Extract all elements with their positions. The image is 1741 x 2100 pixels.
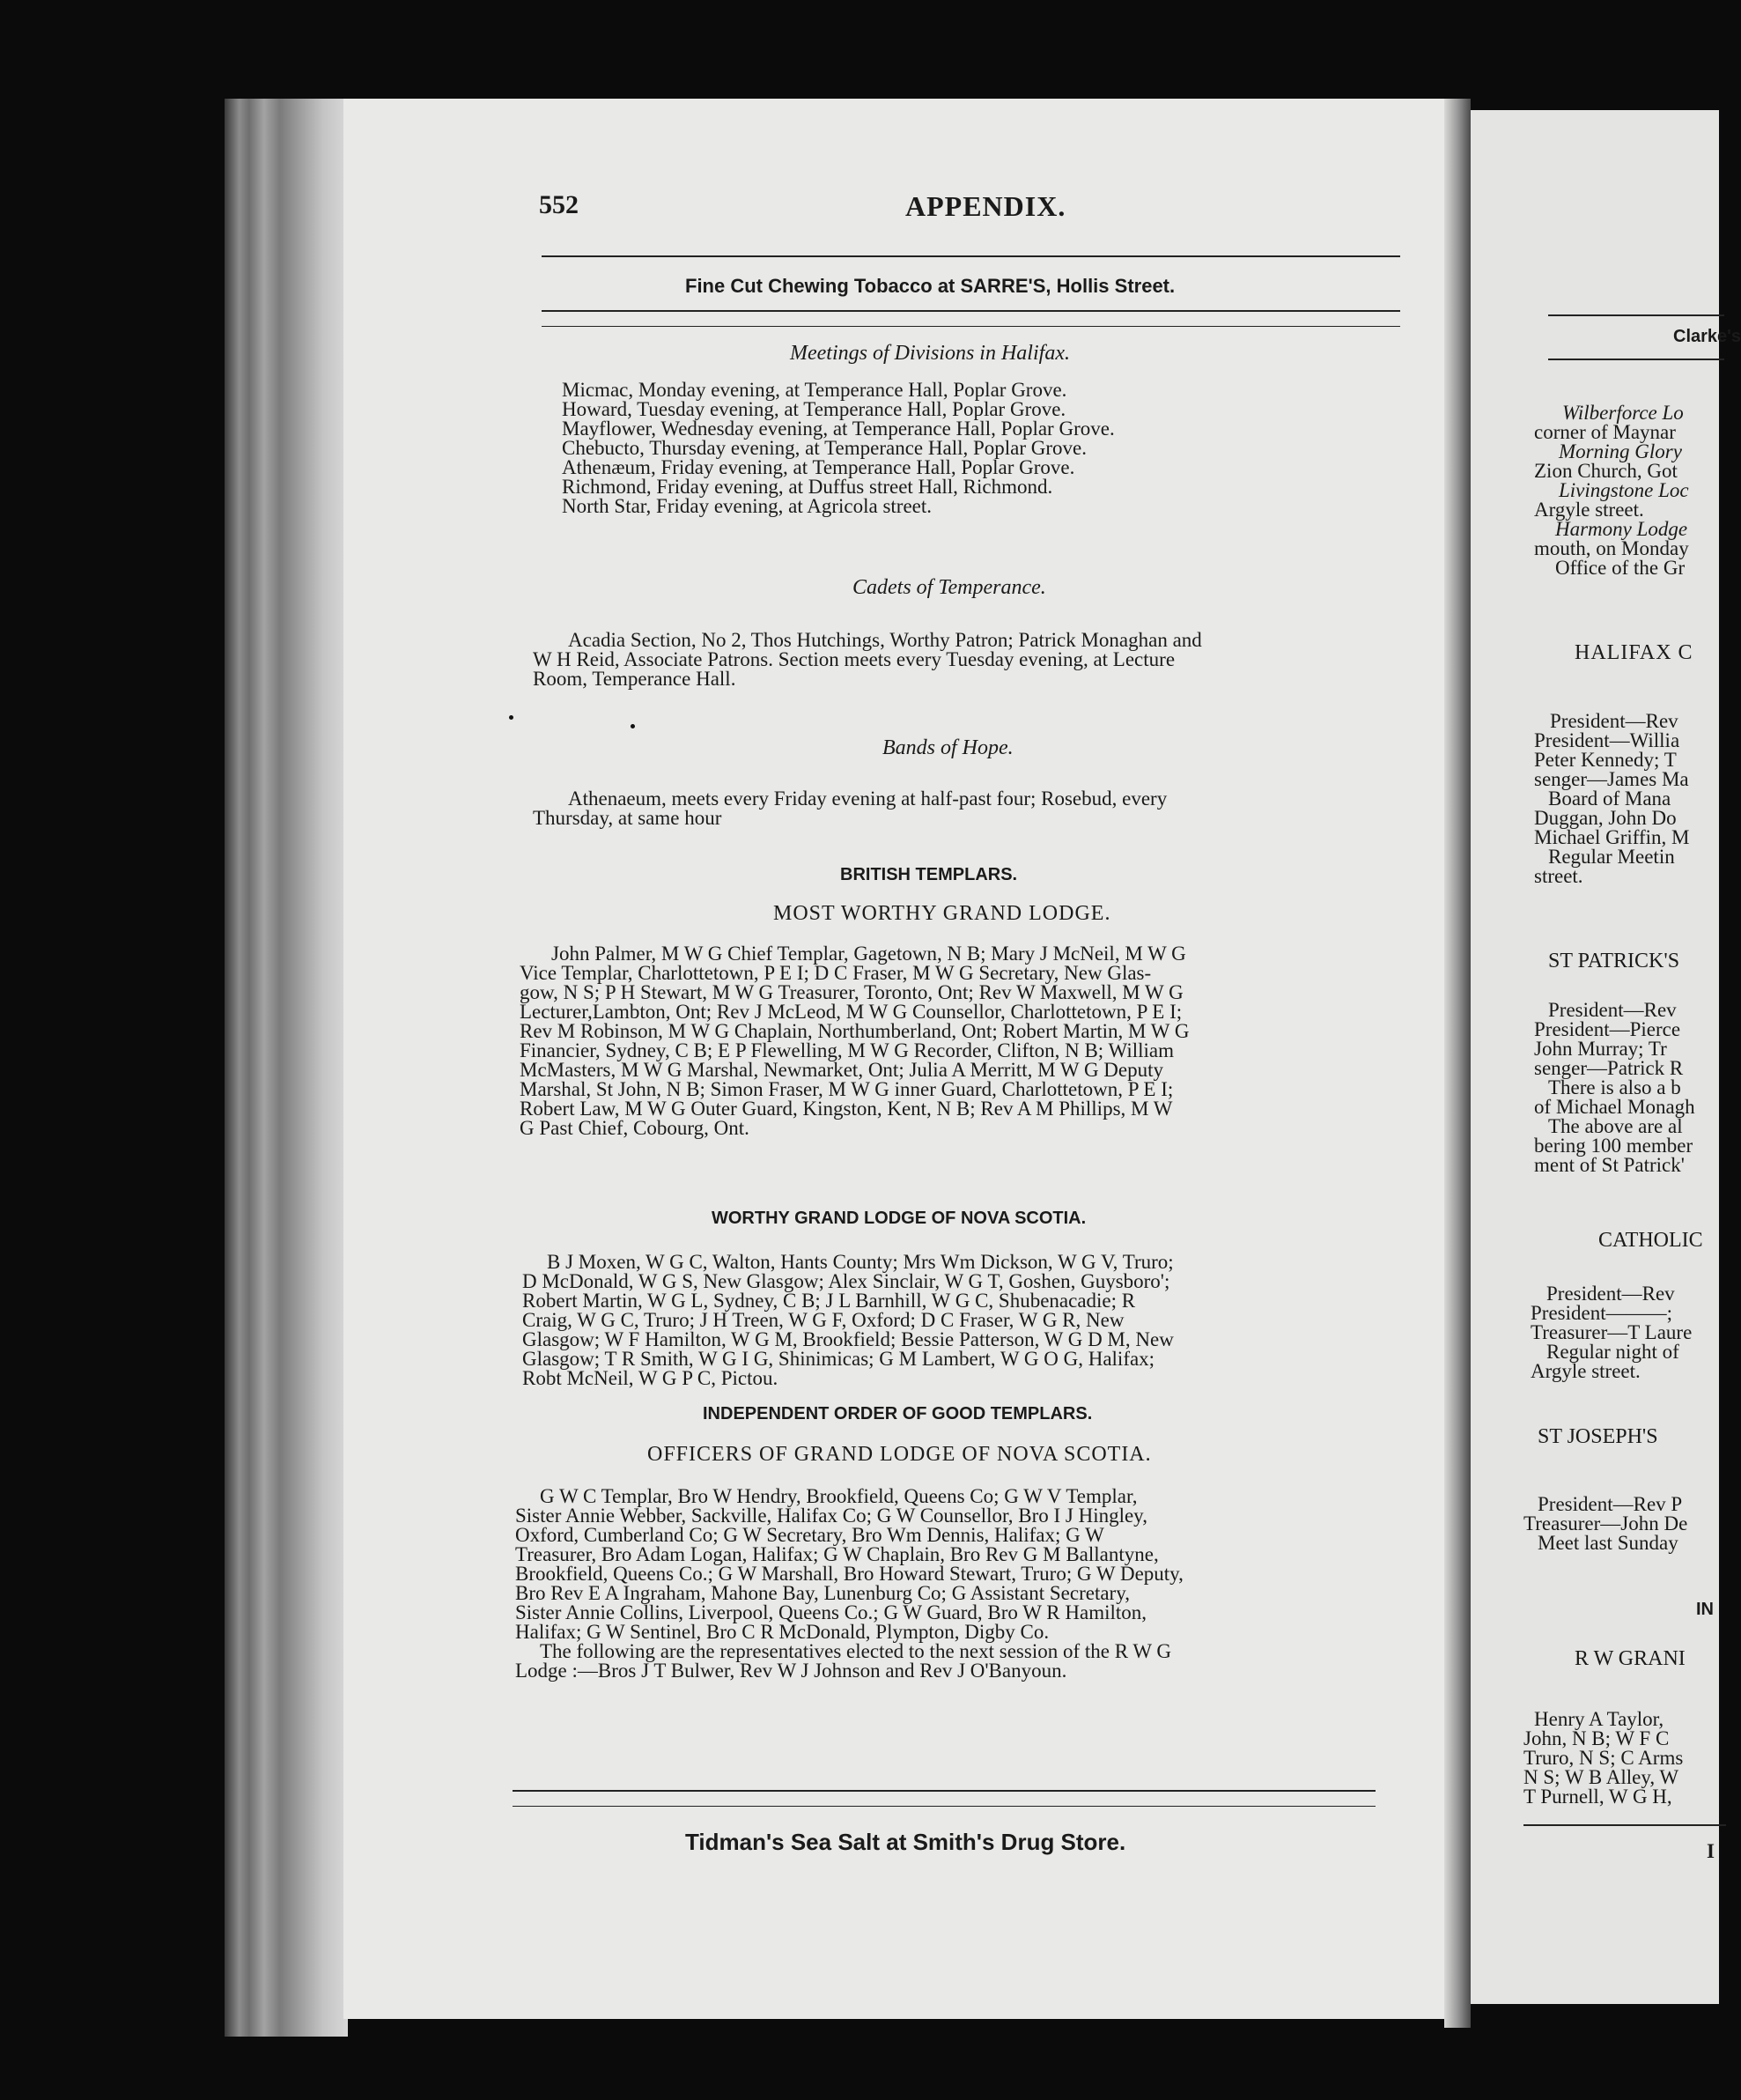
division-line: Richmond, Friday evening, at Duffus street Hall, Richmond. (562, 476, 1053, 498)
right-line: senger—James Ma (1534, 768, 1689, 790)
worthy-line: Glasgow; W F Hamilton, W G M, Brookfield; Bessie Patterson, W G D M, New (522, 1328, 1174, 1350)
division-line: Micmac, Monday evening, at Temperance Hall, Poplar Grove. (562, 379, 1067, 401)
rule-top (542, 255, 1400, 257)
british-line: McMasters, M W G Marshal, Newmarket, Ont; Julia A Merritt, M W G Deputy (520, 1059, 1164, 1081)
right-line: John Murray; Tr (1534, 1038, 1667, 1060)
worthy-line: Robert Martin, W G L, Sydney, C B; J L Barnhill, W G C, Shubenacadie; R (522, 1290, 1136, 1312)
right-line: President—Rev (1546, 1283, 1675, 1305)
british-line: Marshal, St John, N B; Simon Fraser, M W G inner Guard, Charlottetown, P E I; (520, 1078, 1174, 1100)
right-line: T Purnell, W G H, (1523, 1786, 1672, 1808)
right-line: N S; W B Alley, W (1523, 1766, 1679, 1788)
right-line: Zion Church, Got (1534, 460, 1678, 482)
right-line: Regular Meetin (1548, 846, 1675, 868)
right-line: President—Rev (1550, 710, 1678, 732)
right-line: President—Rev P (1538, 1493, 1683, 1515)
right-line: corner of Maynar (1534, 421, 1676, 443)
bands-line: Thursday, at same hour (533, 807, 722, 829)
right-rule-3 (1523, 1824, 1726, 1826)
right-line: President—Rev (1548, 999, 1677, 1021)
cadets-line: Room, Temperance Hall. (533, 668, 736, 690)
page-edge (225, 99, 348, 2037)
iogt-heading: INDEPENDENT ORDER OF GOOD TEMPLARS. (703, 1404, 1093, 1423)
bands-line: Athenaeum, meets every Friday evening at half-past four; Rosebud, every (568, 788, 1168, 810)
right-line: mouth, on Monday (1534, 537, 1689, 559)
british-line: Rev M Robinson, M W G Chaplain, Northumberland, Ont; Robert Martin, M W G (520, 1020, 1190, 1042)
right-line: Henry A Taylor, (1534, 1708, 1664, 1730)
worthy-paragraph (522, 1253, 1403, 1388)
ink-speck (631, 724, 635, 728)
iogt-line: Halifax; G W Sentinel, Bro C R McDonald, Plympton, Digby Co. (515, 1621, 1050, 1643)
right-line: street. (1534, 865, 1583, 887)
right-line: bering 100 member (1534, 1135, 1693, 1157)
right-line: Wilberforce Lo (1562, 402, 1684, 424)
iogt-line: Oxford, Cumberland Co; G W Secretary, Bro Wm Dennis, Halifax; G W (515, 1524, 1104, 1546)
worthy-line: D McDonald, W G S, New Glasgow; Alex Sinclair, W G T, Goshen, Guysboro'; (522, 1270, 1170, 1292)
cadets-paragraph (533, 631, 1413, 689)
right-heading: HALIFAX C (1575, 641, 1693, 664)
right-page-ad: Clarke's (1673, 327, 1741, 346)
right-line: President—Willia (1534, 729, 1680, 751)
british-line: Financier, Sydney, C B; E P Flewelling, M W G Recorder, Clifton, N B; William (520, 1039, 1174, 1061)
right-line: President———; (1531, 1302, 1672, 1324)
british-templars-heading: BRITISH TEMPLARS. (840, 865, 1018, 884)
book-gutter (1444, 99, 1471, 2028)
rule-under-ad (542, 310, 1400, 312)
british-paragraph (520, 944, 1400, 1138)
bottom-advertisement: Tidman's Sea Salt at Smith's Drug Store. (685, 1829, 1126, 1855)
british-line: G Past Chief, Cobourg, Ont. (520, 1117, 749, 1139)
rule-under-ad-thin (542, 326, 1400, 327)
british-line: Lecturer,Lambton, Ont; Rev J McLeod, M W G Counsellor, Charlottetown, P E I; (520, 1001, 1183, 1023)
division-line: Chebucto, Thursday evening, at Temperance Hall, Poplar Grove. (562, 437, 1088, 459)
worthy-line: B J Moxen, W G C, Walton, Hants County; Mrs Wm Dickson, W G V, Truro; (547, 1251, 1174, 1273)
right-line: Peter Kennedy; T (1534, 749, 1677, 771)
right-line: Duggan, John Do (1534, 807, 1677, 829)
rule-bottom (513, 1790, 1376, 1792)
right-rule-2 (1548, 359, 1724, 360)
worthy-grand-lodge-heading: WORTHY GRAND LODGE OF NOVA SCOTIA. (712, 1209, 1087, 1228)
iogt-line: Brookfield, Queens Co.; G W Marshall, Bro Howard Stewart, Truro; G W Deputy, (515, 1563, 1184, 1585)
divisions-heading: Meetings of Divisions in Halifax. (790, 342, 1070, 365)
right-line: Livingstone Loc (1559, 479, 1689, 501)
right-line: Argyle street. (1531, 1360, 1641, 1382)
right-line: Morning Glory (1559, 440, 1682, 462)
british-line: Robert Law, M W G Outer Guard, Kingston, Kent, N B; Rev A M Phillips, M W (520, 1098, 1173, 1120)
british-line: gow, N S; P H Stewart, M W G Treasurer, Toronto, Ont; Rev W Maxwell, M W G (520, 981, 1184, 1003)
right-heading: ST JOSEPH'S (1538, 1425, 1658, 1448)
page-title: APPENDIX. (905, 190, 1066, 222)
right-line: John, N B; W F C (1523, 1727, 1670, 1749)
right-line: Meet last Sunday (1538, 1532, 1678, 1554)
iogt-subheading: OFFICERS OF GRAND LODGE OF NOVA SCOTIA. (647, 1443, 1152, 1466)
cadets-line: Acadia Section, No 2, Thos Hutchings, Worthy Patron; Patrick Monaghan and (568, 629, 1202, 651)
division-line: Howard, Tuesday evening, at Temperance Hall, Poplar Grove. (562, 398, 1066, 420)
right-line: Argyle street. (1534, 499, 1644, 521)
page-number: 552 (539, 190, 579, 219)
right-heading: R W GRANI (1575, 1647, 1686, 1670)
right-line: I (1707, 1840, 1715, 1862)
rule-bottom-thin (513, 1806, 1376, 1807)
right-line: Treasurer—T Laure (1531, 1321, 1693, 1343)
division-line: North Star, Friday evening, at Agricola street. (562, 495, 932, 517)
iogt-line: Sister Annie Webber, Sackville, Halifax Co; G W Counsellor, Bro I J Hingley, (515, 1505, 1147, 1527)
iogt-paragraph (515, 1487, 1396, 1681)
right-line: of Michael Monagh (1534, 1096, 1695, 1118)
iogt-line: Bro Rev E A Ingraham, Mahone Bay, Lunenburg Co; G Assistant Secretary, (515, 1582, 1130, 1604)
division-line: Athenæum, Friday evening, at Temperance Hall, Poplar Grove. (562, 456, 1075, 478)
worthy-line: Robt McNeil, W G P C, Pictou. (522, 1367, 778, 1389)
cadets-line: W H Reid, Associate Patrons. Section meets every Tuesday evening, at Lecture (533, 648, 1176, 670)
british-line: John Palmer, M W G Chief Templar, Gagetown, N B; Mary J McNeil, M W G (551, 943, 1186, 965)
worthy-line: Craig, W G C, Truro; J H Treen, W G F, Oxford; D C Fraser, W G R, New (522, 1309, 1125, 1331)
right-rule-1 (1548, 314, 1724, 316)
iogt-line: G W C Templar, Bro W Hendry, Brookfield, Queens Co; G W V Templar, (540, 1485, 1138, 1507)
right-heading: IN (1696, 1600, 1714, 1619)
right-line: Regular night of (1546, 1341, 1679, 1363)
top-advertisement: Fine Cut Chewing Tobacco at SARRE'S, Hollis Street. (685, 275, 1176, 297)
right-line: Harmony Lodge (1555, 518, 1688, 540)
right-line: ment of St Patrick' (1534, 1154, 1685, 1176)
right-heading: ST PATRICK'S (1548, 950, 1680, 972)
iogt-line: Lodge :—Bros J T Bulwer, Rev W J Johnson and Rev J O'Banyoun. (515, 1660, 1067, 1682)
british-line: Vice Templar, Charlottetown, P E I; D C Fraser, M W G Secretary, New Glas- (520, 962, 1152, 984)
right-line: Treasurer—John De (1523, 1512, 1688, 1534)
right-line: Truro, N S; C Arms (1523, 1747, 1684, 1769)
british-subheading: MOST WORTHY GRAND LODGE. (773, 902, 1111, 925)
right-line: Board of Mana (1548, 788, 1671, 810)
iogt-line: Sister Annie Collins, Liverpool, Queens Co.; G W Guard, Bro W R Hamilton, (515, 1601, 1147, 1623)
right-line: The above are al (1548, 1115, 1683, 1137)
cadets-heading: Cadets of Temperance. (852, 576, 1046, 599)
right-line: President—Pierce (1534, 1018, 1681, 1040)
iogt-line: Treasurer, Bro Adam Logan, Halifax; G W Chaplain, Bro Rev G M Ballantyne, (515, 1543, 1159, 1565)
right-line: senger—Patrick R (1534, 1057, 1684, 1079)
worthy-line: Glasgow; T R Smith, W G I G, Shinimicas; G M Lambert, W G O G, Halifax; (522, 1348, 1155, 1370)
division-line: Mayflower, Wednesday evening, at Temperance Hall, Poplar Grove. (562, 418, 1115, 440)
ink-speck (509, 715, 513, 720)
right-heading: CATHOLIC (1598, 1229, 1703, 1252)
right-line: Michael Griffin, M (1534, 826, 1690, 848)
bands-heading: Bands of Hope. (882, 736, 1014, 759)
right-line: Office of the Gr (1555, 557, 1686, 579)
bands-paragraph (533, 789, 1413, 828)
right-line: There is also a b (1548, 1076, 1681, 1098)
iogt-line: The following are the representatives elected to the next session of the R W G (540, 1640, 1172, 1662)
right-page (1471, 110, 1741, 2004)
